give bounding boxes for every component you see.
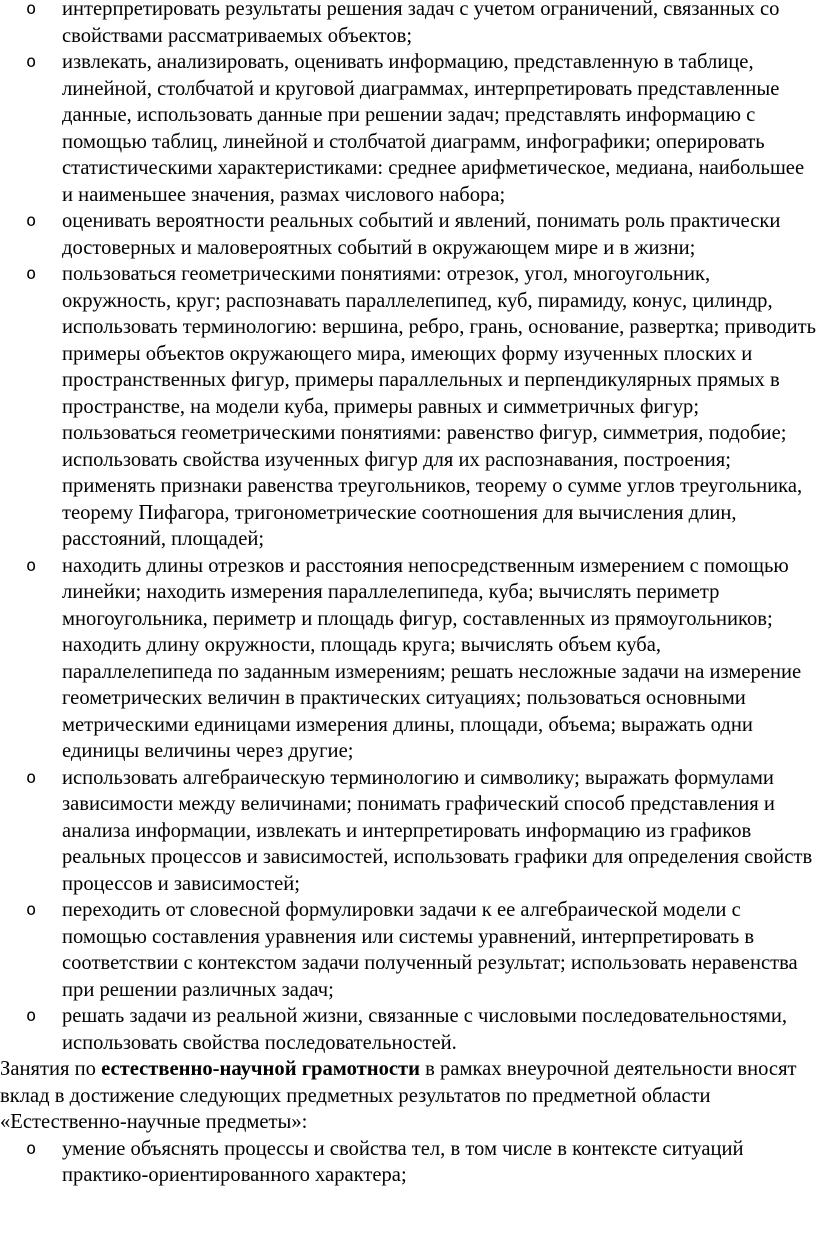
paragraph-bold-term: естественно-научной грамотности: [101, 1058, 420, 1080]
list-item-text: переходить от словесной формулировки задачи к ее алгебраической модели с помощью составления уравнения или системы уравнений, интерпретировать в соответствии с контекстом задачи полученный результат; использовать неравенства при решении различных задач;: [62, 899, 798, 1001]
bullet-marker: o: [26, 900, 37, 920]
list-item-text: интерпретировать результаты решения задач с учетом ограничений, связанных со свойствами рассматриваемых объектов;: [62, 0, 780, 47]
list-item-text: пользоваться геометрическими понятиями: отрезок, угол, многоугольник, окружность, круг; распознавать параллелепипед, куб, пирамиду, конус, цилиндр, использовать терминологию: вершина, ребро, грань, основание, развертка; приводить примеры объектов окружающего мира, имеющих форму изученных плоских и пространственных фигур, примеры параллельных и перпендикулярных прямых в пространстве, на модели куба, примеры равных и симметричных фигур; пользоваться геометрическими понятиями: равенство фигур, симметрия, подобие; использовать свойства изученных фигур для их распознавания, построения; применять признаки равенства треугольников, теорему о сумме углов треугольника, теорему Пифагора, тригонометрические соотношения для вычисления длин, расстояний, площадей;: [62, 263, 816, 550]
list-item: [26, 1003, 816, 1056]
list-item: [26, 208, 816, 261]
paragraph-lead: Занятия по: [0, 1058, 102, 1080]
bullet-marker: o: [26, 767, 37, 788]
list-item: [26, 765, 816, 898]
list-item-text: умение объяснять процессы и свойства тел, в том числе в контексте ситуаций практико-ориентированного характера;: [62, 1137, 744, 1186]
bullet-marker: o: [26, 211, 37, 231]
list-item-text: оценивать вероятности реальных событий и явлений, понимать роль практически достоверных и маловероятных событий в окружающем мире и в жизни;: [62, 210, 781, 259]
bullet-marker: o: [26, 555, 37, 576]
list-item: [26, 261, 816, 553]
bullet-marker: o: [26, 1006, 37, 1026]
list-item-text: находить длины отрезков и расстояния непосредственным измерением с помощью линейки; находить измерения параллелепипеда, куба; вычислять периметр многоугольника, периметр и площадь фигур, составленных из прямоугольников; находить длину окружности, площадь круга; вычислять объем куба, параллелепипеда по заданным измерениям; решать несложные задачи на измерение геометрических величин в практических ситуациях; пользоваться основными метрическими единицами измерения длины, площади, объема; выражать одни единицы величины через другие;: [62, 554, 802, 762]
bullet-marker: o: [26, 1138, 37, 1159]
bullet-marker: o: [26, 264, 37, 284]
science-literacy-paragraph: [0, 1056, 816, 1136]
list-item-text: решать задачи из реальной жизни, связанные с числовыми последовательностями, использовать свойства последовательностей.: [62, 1005, 788, 1054]
list-item: [26, 897, 816, 1003]
outcomes-list-science: [0, 1136, 816, 1189]
list-item: [26, 49, 816, 208]
list-item-text: использовать алгебраическую терминологию и символику; выражать формулами зависимости между величинами; понимать графический способ представления и анализа информации, извлекать и интерпретировать информацию из графиков реальных процессов и зависимостей, использовать графики для определения свойств процессов и зависимостей;: [62, 766, 813, 895]
list-item: [26, 1136, 816, 1189]
list-item: [26, 553, 816, 765]
bullet-marker: o: [26, 52, 37, 72]
bullet-marker: o: [26, 0, 37, 19]
list-item-text: извлекать, анализировать, оценивать информацию, представленную в таблице, линейной, столбчатой и круговой диаграммах, интерпретировать представленные данные, использовать данные при решении задач; представлять информацию с помощью таблиц, линейной и столбчатой диаграмм, инфографики; оперировать статистическими характеристиками: среднее арифметическое, медиана, наибольшее и наименьшее значения, размах числового набора;: [62, 51, 805, 206]
list-item: [26, 0, 816, 49]
paragraph-tail: в рамках внеурочной деятельности вносят вклад в достижение следующих предметных результатов по предметной области «Естественно-научные предметы»:: [0, 1058, 797, 1133]
